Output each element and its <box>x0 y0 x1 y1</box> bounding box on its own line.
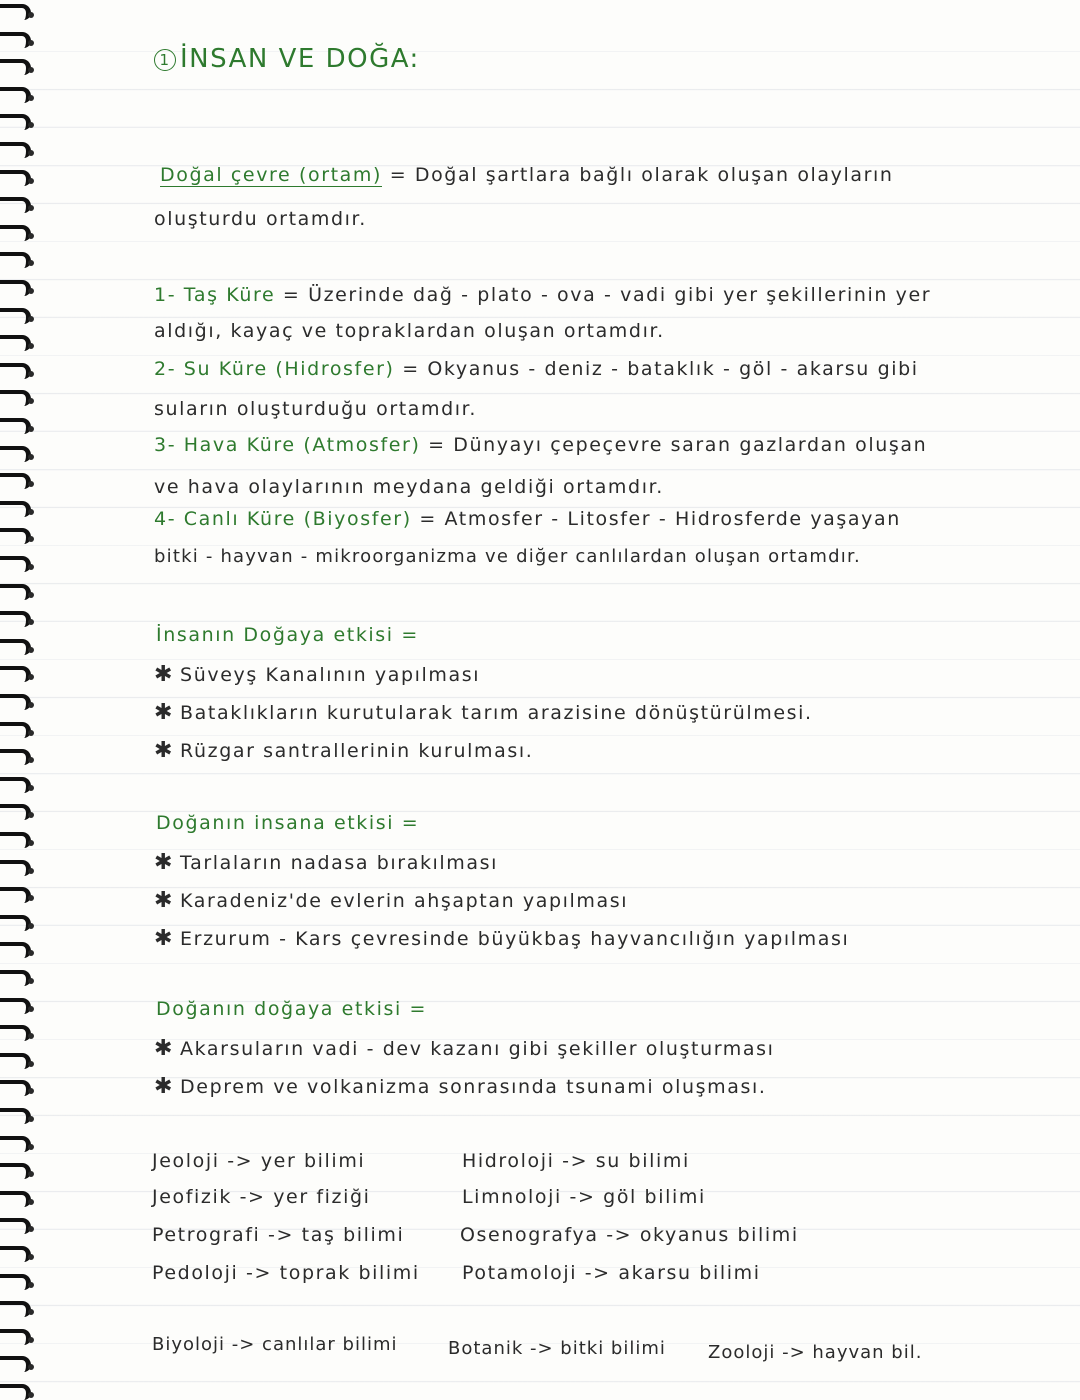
title-number: 1 <box>154 49 176 71</box>
spiral-ring <box>0 1384 31 1400</box>
science-right-4: Potamoloji -> akarsu bilimi <box>462 1262 761 1284</box>
sphere-1-line-2: aldığı, kayaç ve topraklardan oluşan ortamdır. <box>154 320 665 342</box>
spiral-ring <box>0 887 31 903</box>
spiral-hole <box>28 371 34 377</box>
spiral-hole <box>28 150 34 156</box>
spiral-ring <box>0 749 31 765</box>
sphere-3-line-2: ve hava olaylarının meydana geldiği ortamdır. <box>154 476 664 498</box>
sphere-4-term: 4- Canlı Küre (Biyosfer) <box>154 508 412 530</box>
spiral-hole <box>28 950 34 956</box>
asterisk-icon: ✱ <box>154 1036 175 1061</box>
intro-definition: = Doğal şartlara bağlı olarak oluşan olayların <box>389 164 894 186</box>
spiral-ring <box>0 4 31 20</box>
spiral-hole <box>28 12 34 18</box>
science-bottom-2: Botanik -> bitki bilimi <box>448 1338 666 1359</box>
spiral-ring <box>0 915 31 931</box>
spiral-hole <box>28 812 34 818</box>
spiral-hole <box>28 398 34 404</box>
spiral-hole <box>28 67 34 73</box>
spiral-ring <box>0 694 31 710</box>
spiral-ring <box>0 611 31 627</box>
spiral-hole <box>28 260 34 266</box>
asterisk-icon: ✱ <box>154 1074 175 1099</box>
spiral-hole <box>28 702 34 708</box>
spiral-ring <box>0 584 31 600</box>
science-right-2: Limnoloji -> göl bilimi <box>462 1186 706 1208</box>
science-left-3: Petrografi -> taş bilimi <box>152 1224 405 1246</box>
spiral-hole <box>28 564 34 570</box>
sphere-2-line-1 <box>154 358 919 380</box>
asterisk-icon: ✱ <box>154 926 175 951</box>
sphere-2-definition: = Okyanus - deniz - bataklık - göl - akarsu gibi <box>402 358 919 380</box>
spiral-hole <box>28 757 34 763</box>
spiral-hole <box>28 1088 34 1094</box>
spiral-hole <box>28 840 34 846</box>
spiral-ring <box>0 142 31 158</box>
human-on-nature-item-1: ✱ Süveyş Kanalının yapılması <box>154 662 481 687</box>
spiral-ring <box>0 1218 31 1234</box>
spiral-ring <box>0 1080 31 1096</box>
science-left-1: Jeoloji -> yer bilimi <box>152 1150 366 1172</box>
spiral-hole <box>28 426 34 432</box>
spiral-ring <box>0 528 31 544</box>
spiral-ring <box>0 777 31 793</box>
spiral-hole <box>28 1226 34 1232</box>
spiral-hole <box>28 895 34 901</box>
spiral-hole <box>28 343 34 349</box>
human-on-nature-heading: İnsanın Doğaya etkisi = <box>156 624 419 646</box>
asterisk-icon: ✱ <box>154 700 175 725</box>
spiral-ring <box>0 1356 31 1372</box>
sphere-3-term: 3- Hava Küre (Atmosfer) <box>154 434 421 456</box>
spiral-ring <box>0 804 31 820</box>
intro-line-2: oluşturdu ortamdır. <box>154 208 367 230</box>
spiral-ring <box>0 998 31 1014</box>
spiral-ring <box>0 32 31 48</box>
spiral-hole <box>28 536 34 542</box>
spiral-ring <box>0 363 31 379</box>
spiral-hole <box>28 95 34 101</box>
spiral-ring <box>0 87 31 103</box>
spiral-ring <box>0 1108 31 1124</box>
spiral-ring <box>0 59 31 75</box>
sphere-3-line-1 <box>154 434 927 456</box>
spiral-ring <box>0 1301 31 1317</box>
spiral-ring <box>0 308 31 324</box>
spiral-hole <box>28 1144 34 1150</box>
nature-on-human-item-1: ✱ Tarlaların nadasa bırakılması <box>154 850 499 875</box>
spiral-hole <box>28 923 34 929</box>
spiral-ring <box>0 280 31 296</box>
spiral-ring <box>0 501 31 517</box>
nature-on-nature-heading: Doğanın doğaya etkisi = <box>156 998 428 1020</box>
spiral-ring <box>0 252 31 268</box>
spiral-ring <box>0 556 31 572</box>
asterisk-icon: ✱ <box>154 738 175 763</box>
science-right-1: Hidroloji -> su bilimi <box>462 1150 690 1172</box>
spiral-hole <box>28 40 34 46</box>
sphere-2-term: 2- Su Küre (Hidrosfer) <box>154 358 395 380</box>
spiral-ring <box>0 639 31 655</box>
spiral-ring <box>0 1163 31 1179</box>
spiral-hole <box>28 1282 34 1288</box>
spiral-ring <box>0 722 31 738</box>
spiral-hole <box>28 509 34 515</box>
spiral-ring <box>0 1025 31 1041</box>
spiral-ring <box>0 1053 31 1069</box>
spiral-hole <box>28 454 34 460</box>
sphere-4-line-1 <box>154 508 901 530</box>
spiral-hole <box>28 1337 34 1343</box>
spiral-hole <box>28 233 34 239</box>
spiral-ring <box>0 832 31 848</box>
spiral-ring <box>0 418 31 434</box>
spiral-hole <box>28 1116 34 1122</box>
nature-on-nature-item-1: ✱ Akarsuların vadi - dev kazanı gibi şekiller oluşturması <box>154 1036 775 1061</box>
spiral-ring <box>0 335 31 351</box>
spiral-hole <box>28 619 34 625</box>
nature-on-nature-item-2: ✱ Deprem ve volkanizma sonrasında tsunami oluşması. <box>154 1074 767 1099</box>
asterisk-icon: ✱ <box>154 850 175 875</box>
spiral-hole <box>28 978 34 984</box>
human-on-nature-item-3: ✱ Rüzgar santrallerinin kurulması. <box>154 738 534 763</box>
spiral-ring <box>0 970 31 986</box>
spiral-ring <box>0 1274 31 1290</box>
spiral-hole <box>28 730 34 736</box>
nature-on-human-heading: Doğanın insana etkisi = <box>156 812 420 834</box>
spiral-hole <box>28 868 34 874</box>
human-on-nature-item-2: ✱ Bataklıkların kurutularak tarım arazisine dönüştürülmesi. <box>154 700 813 725</box>
intro-line-1 <box>160 164 894 186</box>
spiral-ring <box>0 390 31 406</box>
spiral-ring <box>0 1136 31 1152</box>
spiral-hole <box>28 122 34 128</box>
sphere-3-definition: = Dünyayı çepeçevre saran gazlardan oluşan <box>428 434 928 456</box>
sphere-1-definition: = Üzerinde dağ - plato - ova - vadi gibi yer şekillerinin yer <box>282 284 932 306</box>
intro-term: Doğal çevre (ortam) <box>160 164 383 186</box>
spiral-hole <box>28 1171 34 1177</box>
spiral-ring <box>0 1246 31 1262</box>
science-bottom-3: Zooloji -> hayvan bil. <box>708 1342 923 1363</box>
sphere-1-term: 1- Taş Küre <box>154 284 276 306</box>
spiral-ring <box>0 1329 31 1345</box>
spiral-ring <box>0 473 31 489</box>
science-left-2: Jeofizik -> yer fiziği <box>152 1186 371 1208</box>
spiral-ring <box>0 860 31 876</box>
spiral-hole <box>28 592 34 598</box>
asterisk-icon: ✱ <box>154 888 175 913</box>
spiral-ring <box>0 170 31 186</box>
spiral-hole <box>28 1392 34 1398</box>
science-bottom-1: Biyoloji -> canlılar bilimi <box>152 1334 398 1355</box>
science-right-3: Osenografya -> okyanus bilimi <box>460 1224 799 1246</box>
spiral-hole <box>28 674 34 680</box>
asterisk-icon: ✱ <box>154 662 175 687</box>
spiral-hole <box>28 1309 34 1315</box>
spiral-ring <box>0 114 31 130</box>
sphere-4-definition: = Atmosfer - Litosfer - Hidrosferde yaşayan <box>419 508 901 530</box>
spiral-hole <box>28 1199 34 1205</box>
spiral-hole <box>28 785 34 791</box>
spiral-ring <box>0 1191 31 1207</box>
spiral-ring <box>0 666 31 682</box>
sphere-4-line-2: bitki - hayvan - mikroorganizma ve diğer canlılardan oluşan ortamdır. <box>154 546 861 567</box>
notebook-spiral-binding <box>0 0 40 1397</box>
spiral-hole <box>28 1254 34 1260</box>
spiral-hole <box>28 1364 34 1370</box>
science-left-4: Pedoloji -> toprak bilimi <box>152 1262 420 1284</box>
spiral-ring <box>0 225 31 241</box>
nature-on-human-item-3: ✱ Erzurum - Kars çevresinde büyükbaş hayvancılığın yapılması <box>154 926 850 951</box>
spiral-hole <box>28 178 34 184</box>
spiral-ring <box>0 446 31 462</box>
spiral-hole <box>28 1061 34 1067</box>
spiral-hole <box>28 1033 34 1039</box>
spiral-hole <box>28 288 34 294</box>
spiral-ring <box>0 197 31 213</box>
sphere-2-line-2: suların oluşturduğu ortamdır. <box>154 398 477 420</box>
spiral-hole <box>28 205 34 211</box>
sphere-1-line-1 <box>154 284 931 306</box>
spiral-hole <box>28 481 34 487</box>
spiral-hole <box>28 316 34 322</box>
page-title <box>154 44 420 74</box>
spiral-hole <box>28 1006 34 1012</box>
nature-on-human-item-2: ✱ Karadeniz'de evlerin ahşaptan yapılması <box>154 888 629 913</box>
spiral-hole <box>28 647 34 653</box>
title-text: İNSAN VE DOĞA: <box>180 44 420 74</box>
spiral-ring <box>0 942 31 958</box>
